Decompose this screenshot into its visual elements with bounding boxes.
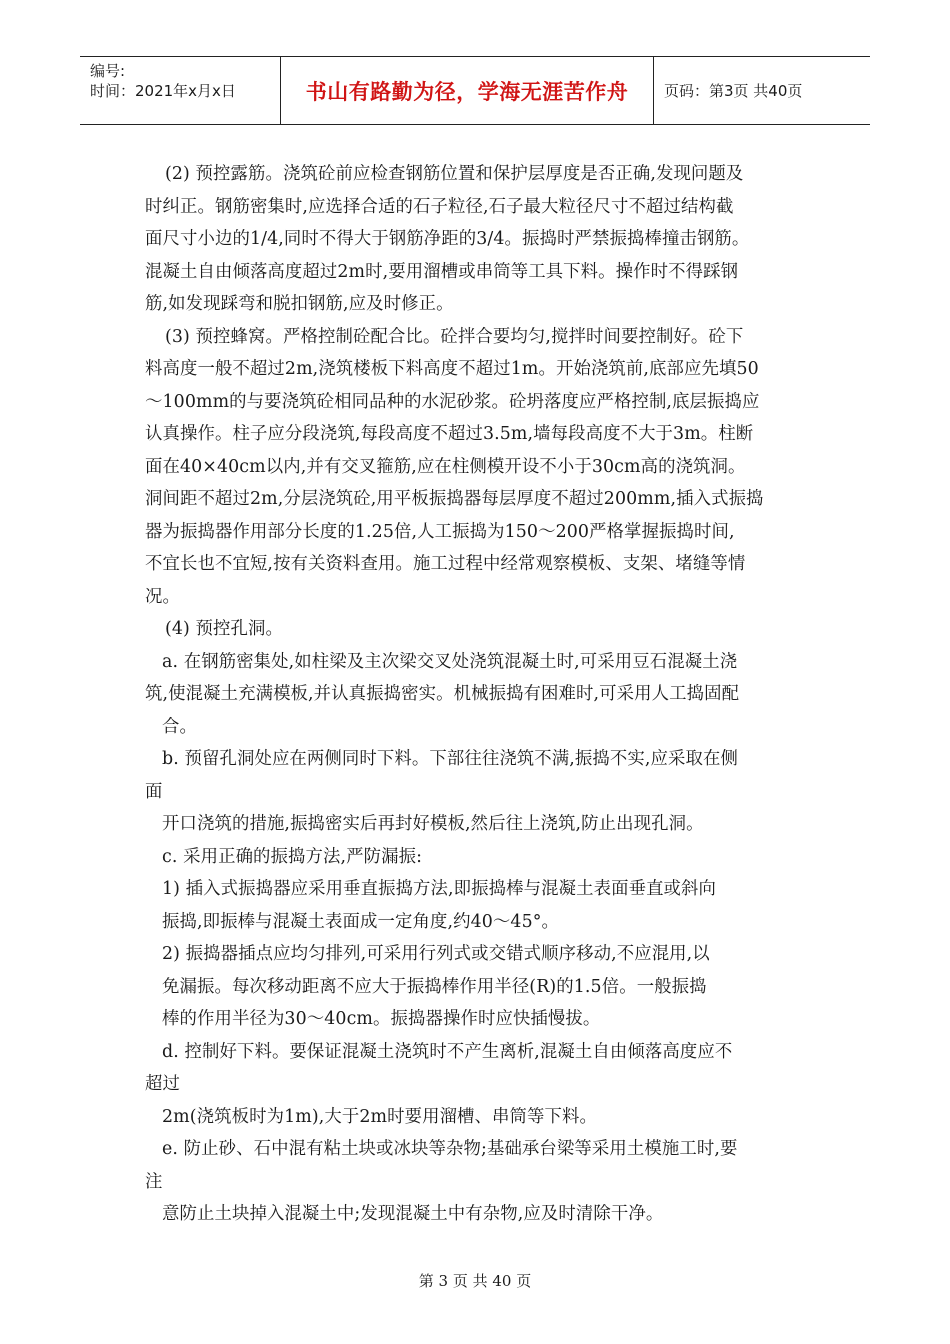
header-table <box>80 56 870 125</box>
body-line: 洞间距不超过2m,分层浇筑砼,用平板振捣器每层厚度不超过200mm,插入式振捣 <box>145 489 764 509</box>
page-footer: 第 3 页 共 40 页 <box>418 1272 532 1290</box>
body-line: 筋,如发现踩弯和脱扣钢筋,应及时修正。 <box>145 294 454 314</box>
document-time-label: 时间：2021年x月x日 <box>90 82 236 100</box>
body-line: 面在40×40cm以内,并有交叉箍筋,应在柱侧模开设不小于30cm高的浇筑洞。 <box>145 456 746 477</box>
document-number-label: 编号: <box>90 62 126 80</box>
body-line: 况。 <box>145 586 180 607</box>
body-line: 面尺寸小边的1/4,同时不得大于钢筋净距的3/4。振捣时严禁振捣棒撞击钢筋。 <box>145 229 750 249</box>
body-line: 面 <box>145 781 163 802</box>
body-line: 免漏振。每次移动距离不应大于振捣棒作用半径(R)的1.5倍。一般振捣 <box>162 976 707 997</box>
header-motto: 书山有路勤为径，学海无涯苦作舟 <box>281 57 654 124</box>
body-line: 筑,使混凝土充满模板,并认真振捣密实。机械振捣有困难时,可采用人工捣固配 <box>145 684 740 704</box>
body-line: a. 在钢筋密集处,如柱梁及主次梁交叉处浇筑混凝土时,可采用豆石混凝土浇 <box>162 651 738 672</box>
body-line: c. 采用正确的振捣方法,严防漏振: <box>162 846 423 867</box>
body-line: (4) 预控孔洞。 <box>165 619 284 639</box>
document-body <box>145 158 810 1231</box>
body-line: 振捣,即振棒与混凝土表面成一定角度,约40～45°。 <box>162 911 560 932</box>
body-line: 认真操作。柱子应分段浇筑,每段高度不超过3.5m,墙每段高度不大于3m。柱断 <box>145 424 754 444</box>
body-line: 不宜长也不宜短,按有关资料查用。施工过程中经常观察模板、支架、堵缝等情 <box>145 554 746 574</box>
header-page-info: 页码：第3页 共40页 <box>664 82 803 100</box>
body-line: 开口浇筑的措施,振捣密实后再封好模板,然后往上浇筑,防止出现孔洞。 <box>162 814 704 834</box>
body-line: ～100mm的与要浇筑砼相同品种的水泥砂浆。砼坍落度应严格控制,底层振捣应 <box>145 391 760 412</box>
body-line: 2m(浇筑板时为1m),大于2m时要用溜槽、串筒等下料。 <box>162 1106 597 1127</box>
body-line: 棒的作用半径为30～40cm。振捣器操作时应快插慢拔。 <box>162 1009 601 1029</box>
body-line: 器为振捣器作用部分长度的1.25倍,人工振捣为150～200严格掌握振捣时间, <box>145 521 735 542</box>
body-line: 混凝土自由倾落高度超过2m时,要用溜槽或串筒等工具下料。操作时不得踩钢 <box>145 261 739 282</box>
body-line: d. 控制好下料。要保证混凝土浇筑时不产生离析,混凝土自由倾落高度应不 <box>162 1041 733 1062</box>
body-line: (2) 预控露筋。浇筑砼前应检查钢筋位置和保护层厚度是否正确,发现问题及 <box>165 164 744 184</box>
body-line: 合。 <box>162 716 197 737</box>
body-line: 2) 振捣器插点应均匀排列,可采用行列式或交错式顺序移动,不应混用,以 <box>162 944 710 964</box>
body-line: 1) 插入式振捣器应采用垂直振捣方法,即振捣棒与混凝土表面垂直或斜向 <box>162 879 717 899</box>
body-line: e. 防止砂、石中混有粘土块或冰块等杂物;基础承台梁等采用土模施工时,要 <box>162 1139 738 1159</box>
body-line: 料高度一般不超过2m,浇筑楼板下料高度不超过1m。开始浇筑前,底部应先填50 <box>145 359 759 379</box>
body-line: 时纠正。钢筋密集时,应选择合适的石子粒径,石子最大粒径尺寸不超过结构截 <box>145 196 734 217</box>
header-meta-cell <box>80 57 281 124</box>
body-line: 超过 <box>145 1074 180 1094</box>
body-line: 意防止土块掉入混凝土中;发现混凝土中有杂物,应及时清除干净。 <box>162 1204 664 1224</box>
body-line: 注 <box>145 1171 163 1192</box>
body-line: (3) 预控蜂窝。严格控制砼配合比。砼拌合要均匀,搅拌时间要控制好。砼下 <box>165 326 744 347</box>
body-line: b. 预留孔洞处应在两侧同时下料。下部往往浇筑不满,振捣不实,应采取在侧 <box>162 749 738 769</box>
